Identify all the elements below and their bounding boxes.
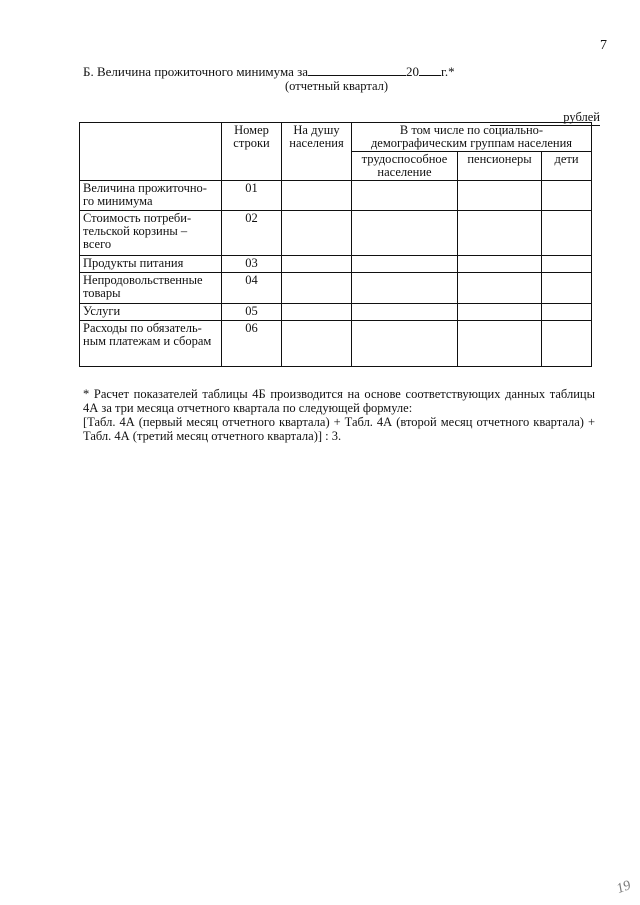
cell-children [542,273,592,304]
row-code: 05 [222,304,282,321]
cell-per-capita [282,181,352,211]
cell-children [542,304,592,321]
units-label: рублей [563,110,600,124]
row-label: Непродовольственные товары [80,273,222,304]
row-label: Стоимость потреби-тельской корзины – всего [80,211,222,256]
row-label: Расходы по обязатель-ным платежам и сборам [80,321,222,367]
table-row [80,304,592,321]
title-prefix: Б. Величина прожиточного минимума за [83,64,309,79]
cell-children [542,211,592,256]
cell-per-capita [282,256,352,273]
cell-pensioners [458,321,542,367]
cell-per-capita [282,273,352,304]
cell-pensioners [458,304,542,321]
cell-children [542,256,592,273]
table-row [80,321,592,367]
footnote-formula: [Табл. 4А (первый месяц отчетного квартала) + Табл. 4А (второй месяц отчетного квартала) + Табл. 4А (третий месяц отчетного квартала)] : 3. [83,415,595,443]
cell-pensioners [458,273,542,304]
header-per-capita: На душу населения [282,123,352,181]
row-code: 04 [222,273,282,304]
table-row [80,256,592,273]
table-row [80,181,592,211]
title-year-prefix: 20 [406,64,420,79]
row-code: 01 [222,181,282,211]
header-row-number: Номер строки [222,123,282,181]
row-label: Величина прожиточно-го минимума [80,181,222,211]
row-code: 06 [222,321,282,367]
cell-pensioners [458,181,542,211]
cell-working [352,304,458,321]
quarter-blank [308,63,406,76]
row-code: 02 [222,211,282,256]
table-row [80,211,592,256]
year-blank [419,63,441,76]
cell-working [352,321,458,367]
footnote-text: * Расчет показателей таблицы 4Б производится на основе соответствующих данных таблицы 4А за три месяца отчетного квартала по следующей формуле: [83,387,595,415]
table-subtitle: (отчетный квартал) [285,79,389,93]
cell-working [352,256,458,273]
cell-working [352,211,458,256]
header-row-1 [80,123,592,152]
header-groups: В том числе по социально-демографическим группам населения [352,123,592,152]
table-title [83,63,455,80]
row-label: Услуги [80,304,222,321]
header-pensioners: пенсионеры [458,152,542,181]
title-suffix: г.* [441,64,455,79]
cell-pensioners [458,256,542,273]
header-empty-cell [80,123,222,181]
header-children: дети [542,152,592,181]
footnote [83,387,595,443]
cell-working [352,181,458,211]
cell-per-capita [282,211,352,256]
subsistence-table [79,122,592,367]
cell-pensioners [458,211,542,256]
handwritten-page-mark: 19 [614,878,633,897]
page-number: 7 [600,38,607,53]
cell-working [352,273,458,304]
header-working: трудоспособное население [352,152,458,181]
row-code: 03 [222,256,282,273]
cell-children [542,181,592,211]
cell-children [542,321,592,367]
cell-per-capita [282,321,352,367]
table-row [80,273,592,304]
cell-per-capita [282,304,352,321]
row-label: Продукты питания [80,256,222,273]
